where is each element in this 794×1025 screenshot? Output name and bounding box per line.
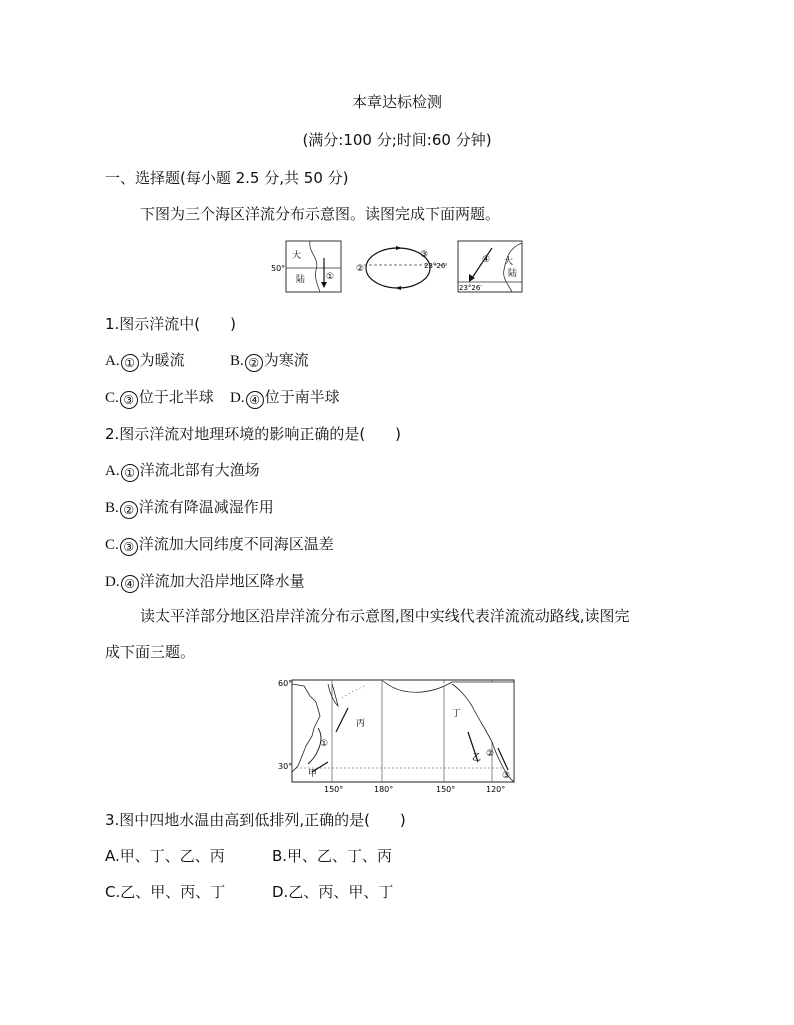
panel-3-lat: 23°26′ — [459, 284, 482, 292]
panel-1-marker: ① — [326, 272, 335, 282]
panel-3-marker: ④ — [482, 255, 491, 265]
label-bing: 丙 — [356, 719, 366, 729]
circled-number: ④ — [246, 391, 264, 409]
option-letter: B. — [230, 353, 244, 369]
section-heading: 一、选择题(每小题 2.5 分,共 50 分) — [105, 169, 349, 187]
circled-number: ① — [121, 464, 139, 482]
question-3-option-b[interactable]: B.甲、乙、丁、丙 — [272, 847, 393, 865]
question-2-stem: 2.图示洋流对地理环境的影响正确的是( ) — [105, 425, 402, 443]
marker-1: ① — [320, 739, 329, 749]
option-letter: D. — [105, 574, 120, 590]
panel-1-land-bottom: 陆 — [296, 275, 306, 285]
circled-number: ① — [121, 354, 139, 372]
option-letter: B. — [105, 500, 119, 516]
panel-3-land-bottom: 陆 — [508, 269, 518, 279]
panel-3-land-top: 大 — [504, 257, 514, 267]
circled-number: ④ — [121, 575, 139, 593]
figure-ocean-currents-panels — [268, 238, 528, 298]
option-text: 位于南半球 — [264, 388, 340, 406]
panel-2-marker-right: ③ — [420, 250, 429, 260]
lon-label-1: 150° — [324, 785, 344, 794]
panel-2 — [356, 246, 448, 290]
question-1-option-c[interactable] — [105, 387, 214, 409]
question-2-option-b[interactable] — [105, 497, 274, 519]
circled-number: ② — [120, 501, 138, 519]
lat-label-top: 60° — [278, 679, 293, 688]
question-3-option-c[interactable]: C.乙、甲、丙、丁 — [105, 883, 226, 901]
option-text: 位于北半球 — [138, 388, 214, 406]
lon-label-3: 150° — [436, 785, 456, 794]
question-1-option-a[interactable] — [105, 350, 185, 372]
lon-label-2: 180° — [374, 785, 394, 794]
option-text: 洋流加大沿岸地区降水量 — [139, 572, 305, 590]
option-letter: C. — [105, 390, 119, 406]
option-letter: C. — [105, 537, 119, 553]
question-3-option-d[interactable]: D.乙、丙、甲、丁 — [272, 883, 394, 901]
panel-1-land-top: 大 — [292, 251, 302, 261]
option-letter: A. — [105, 463, 120, 479]
question-3-option-a[interactable]: A.甲、丁、乙、丙 — [105, 847, 225, 865]
option-text: 为暖流 — [139, 351, 185, 369]
lat-label-bottom: 30° — [278, 762, 293, 771]
passage-line-1: 读太平洋部分地区沿岸洋流分布示意图,图中实线代表洋流流动路线,读图完 — [140, 607, 630, 625]
passage-line-2: 成下面三题。 — [105, 643, 196, 661]
lon-label-4: 120° — [486, 785, 506, 794]
option-letter: A. — [105, 353, 120, 369]
question-1-option-d[interactable] — [230, 387, 340, 409]
panel-2-lat: 23°26′ — [424, 262, 447, 270]
panel-1 — [271, 241, 341, 292]
option-text: 洋流有降温减湿作用 — [138, 498, 274, 516]
question-2-option-c[interactable] — [105, 534, 334, 556]
panel-3 — [458, 241, 522, 292]
option-letter: D. — [230, 390, 245, 406]
marker-2: ② — [486, 749, 495, 759]
question-2-option-d[interactable] — [105, 571, 305, 593]
figure-pacific-currents-map — [272, 676, 522, 796]
page-subtitle: (满分:100 分;时间:60 分钟) — [302, 131, 492, 149]
question-1-stem: 1.图示洋流中( ) — [105, 315, 237, 333]
page-title: 本章达标检测 — [351, 93, 442, 111]
panel-1-lat: 50° — [271, 264, 286, 273]
marker-3: ③ — [502, 771, 511, 781]
label-jia: 甲 — [308, 769, 318, 779]
circled-number: ③ — [120, 538, 138, 556]
question-1-option-b[interactable] — [230, 350, 309, 372]
label-yi: 乙 — [472, 753, 482, 763]
circled-number: ③ — [120, 391, 138, 409]
label-ding: 丁 — [452, 709, 462, 719]
circled-number: ② — [245, 354, 263, 372]
question-3-stem: 3.图中四地水温由高到低排列,正确的是( ) — [105, 811, 406, 829]
question-2-option-a[interactable] — [105, 460, 260, 482]
option-text: 洋流加大同纬度不同海区温差 — [138, 535, 334, 553]
option-text: 为寒流 — [263, 351, 309, 369]
section-intro: 下图为三个海区洋流分布示意图。读图完成下面两题。 — [140, 205, 501, 223]
panel-2-marker-left: ② — [356, 264, 365, 274]
option-text: 洋流北部有大渔场 — [139, 461, 260, 479]
